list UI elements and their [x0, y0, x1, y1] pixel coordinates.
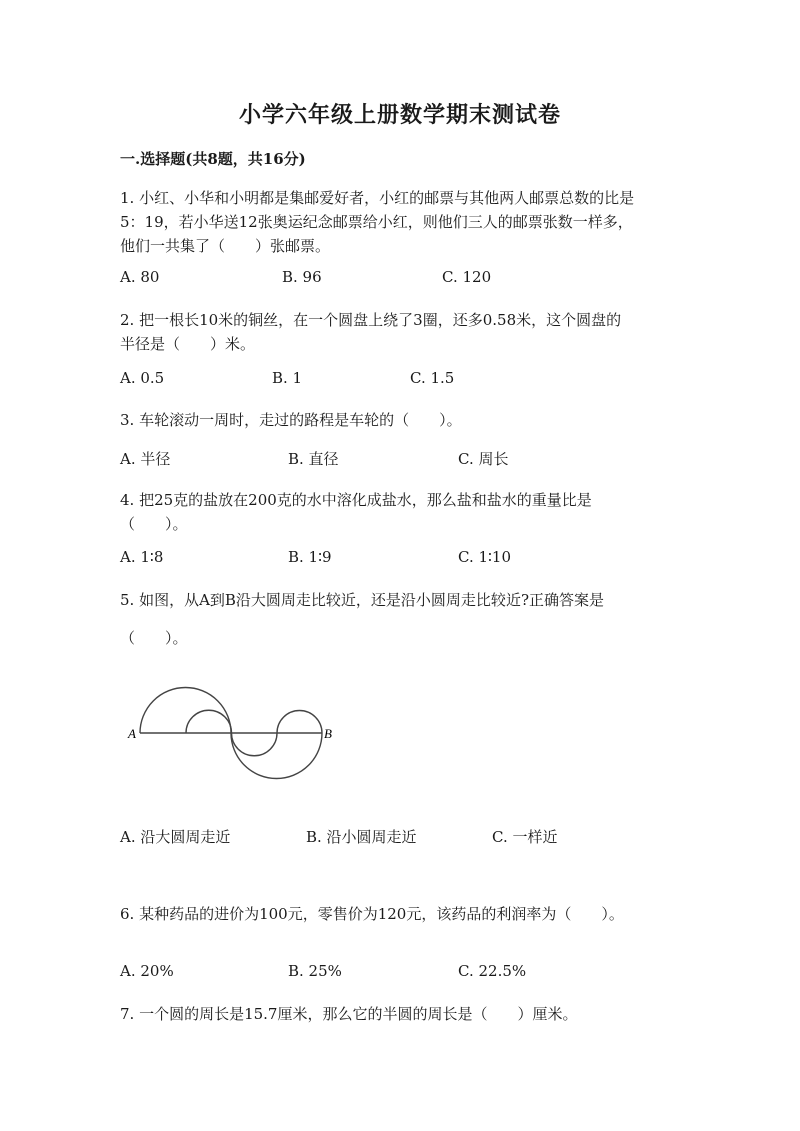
option-a[interactable]: A. 1∶8 — [120, 548, 164, 566]
question-text-line: （ ）。 — [120, 629, 188, 647]
circle-path-figure — [120, 682, 350, 782]
option-a[interactable]: A. 半径 — [120, 450, 171, 468]
option-b[interactable]: B. 1 — [272, 369, 303, 387]
question-text-line: 5. 如图，从A到B沿大圆周走比较近，还是沿小圆周走比较近?正确答案是 — [120, 591, 604, 609]
option-c[interactable]: C. 一样近 — [492, 828, 558, 846]
option-b[interactable]: B. 直径 — [288, 450, 339, 468]
page-title: 小学六年级上册数学期末测试卷 — [238, 102, 561, 128]
option-a[interactable]: A. 沿大圆周走近 — [120, 828, 231, 846]
question-text-line: 他们一共集了（ ）张邮票。 — [120, 237, 331, 255]
section-heading: 一.选择题(共8题，共16分) — [120, 150, 306, 168]
question-3 — [120, 408, 680, 432]
question-7 — [120, 1002, 680, 1026]
option-c[interactable]: C. 1∶10 — [458, 548, 512, 566]
option-a[interactable]: A. 80 — [120, 268, 160, 286]
question-6 — [120, 902, 680, 926]
question-1 — [120, 186, 680, 258]
question-text-line: 7. 一个圆的周长是15.7厘米，那么它的半圆的周长是（ ）厘米。 — [120, 1005, 578, 1023]
option-c[interactable]: C. 120 — [442, 268, 492, 286]
option-a[interactable]: A. 20% — [120, 962, 174, 980]
option-c[interactable]: C. 22.5% — [458, 962, 527, 980]
large-semicircle-upper — [140, 688, 231, 734]
question-5 — [120, 588, 680, 650]
option-b[interactable]: B. 沿小圆周走近 — [306, 828, 417, 846]
question-text-line: 6. 某种药品的进价为100元，零售价为120元，该药品的利润率为（ ）。 — [120, 905, 624, 923]
option-c[interactable]: C. 1.5 — [410, 369, 455, 387]
question-text-line: 2. 把一根长10米的铜丝，在一个圆盘上绕了3圈，还多0.58米，这个圆盘的 — [120, 311, 622, 329]
question-text-line: 3. 车轮滚动一周时，走过的路程是车轮的（ ）。 — [120, 411, 462, 429]
label-b: B — [324, 726, 332, 741]
question-2 — [120, 308, 680, 356]
small-semicircle-upper-right — [277, 711, 322, 734]
small-semicircle-upper — [186, 710, 232, 733]
question-text-line: 5：19，若小华送12张奥运纪念邮票给小红，则他们三人的邮票张数一样多， — [120, 213, 633, 231]
option-a[interactable]: A. 0.5 — [120, 369, 165, 387]
small-semicircle-lower — [232, 733, 278, 756]
question-text-line: 4. 把25克的盐放在200克的水中溶化成盐水，那么盐和盐水的重量比是 — [120, 491, 592, 509]
question-text-line: （ ）。 — [120, 515, 188, 533]
question-4 — [120, 488, 680, 536]
option-b[interactable]: B. 96 — [282, 268, 322, 286]
option-b[interactable]: B. 25% — [288, 962, 342, 980]
question-text-line: 1. 小红、小华和小明都是集邮爱好者，小红的邮票与其他两人邮票总数的比是 — [120, 189, 635, 207]
option-c[interactable]: C. 周长 — [458, 450, 509, 468]
question-text-line: 半径是（ ）米。 — [120, 335, 256, 353]
label-a: A — [128, 726, 136, 741]
option-b[interactable]: B. 1∶9 — [288, 548, 332, 566]
